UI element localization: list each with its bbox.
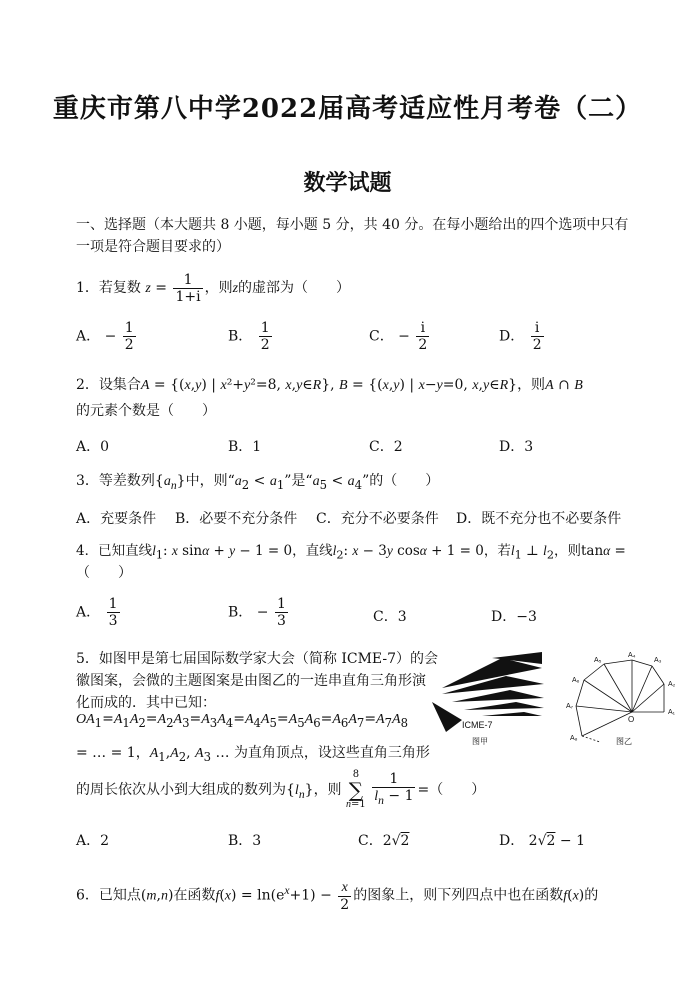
section-instruction-line1: 一、选择题（本大题共 8 小题，每小题 5 分，共 40 分。在每小题给出的四个选项中只有	[76, 217, 629, 233]
svg-text:O: O	[628, 715, 635, 724]
question-5-line3: 化而成的．其中已知：	[76, 695, 216, 711]
svg-text:A₇: A₇	[566, 703, 574, 710]
q3-option-a[interactable]: A．充要条件	[76, 511, 157, 527]
question-4-line2: （ ）	[76, 565, 132, 581]
question-5-formula: $OA_1=A_1A_2=A_2A_3=A_3A_4=A_4A_5=A_5A_6=A_6A_7=A_7A_8$	[76, 711, 409, 730]
svg-text:A₈: A₈	[570, 735, 578, 742]
q2-option-b[interactable]: B．1	[228, 439, 262, 455]
svg-text:A₄: A₄	[628, 652, 636, 659]
q5-option-d[interactable]: D． 2√2 − 1	[499, 833, 585, 849]
q5-option-c[interactable]: C．2√2	[358, 833, 410, 849]
question-5-line6: 的周长依次从小到大组成的数列为$\{l_n\}$，则 8 ∑ n=1 $\frac{1}{l_n - 1}$ =（ ）	[76, 769, 486, 810]
q4-option-a[interactable]: A． $\frac{1}{3}$	[76, 596, 118, 629]
question-4: 4．已知直线$l_1$: x sinα + y − 1 = 0，直线$l_2$: x − 3y cosα + 1 = 0，若$l_1$ ⊥ $l_2$，则tanα =	[76, 543, 626, 562]
page-title: 重庆市第八中学2022届高考适应性月考卷（二）	[52, 94, 643, 124]
q1-option-d[interactable]: D． $\frac{i}{2}$	[499, 320, 542, 353]
q5-option-b[interactable]: B．3	[228, 833, 262, 849]
q3-option-c[interactable]: C．充分不必要条件	[316, 511, 439, 527]
section-instruction-line2: 一项是符合题目要求的）	[76, 239, 230, 255]
q4-option-d[interactable]: D．−3	[491, 609, 537, 625]
figure-b-right-triangles	[566, 652, 676, 746]
question-5-line1: 5．如图甲是第七届国际数学家大会（简称 ICME-7）的会	[76, 651, 439, 667]
svg-text:A₃: A₃	[654, 657, 662, 664]
question-2: 2．设集合A = {(x,y) | x²+y²=8, x,y∈R}, B = {(x,y) | x−y=0, x,y∈R}，则A ∩ B	[76, 377, 583, 393]
svg-text:A₅: A₅	[594, 657, 602, 664]
q3-option-b[interactable]: B．必要不充分条件	[175, 511, 298, 527]
svg-text:A₁: A₁	[668, 709, 676, 716]
q3-option-d[interactable]: D．既不充分也不必要条件	[456, 511, 622, 527]
figure-a-label: ICME-7	[462, 720, 493, 730]
q4-option-b[interactable]: B． − $\frac{1}{3}$	[228, 596, 286, 629]
q1-option-b[interactable]: B． $\frac{1}{2}$	[228, 320, 270, 353]
figure-a-icme-logo	[432, 652, 544, 746]
question-5-line5: = … = 1，$A_1,A_2$, $A_3$ … 为直角顶点，设这些直角三角形	[76, 745, 430, 764]
page-subtitle: 数学试题	[303, 170, 392, 196]
question-1: 1．若复数 z = $\frac{1}{1+i}$ ，则z的虚部为（ ）	[76, 271, 351, 305]
question-6: 6．已知点(m,n)在函数$f(x) = \ln(e^x+1)$ − $\frac{x}{2}$ 的图象上，则下列四点中也在函数f(x)的	[76, 879, 599, 913]
q1-option-c[interactable]: C． − $\frac{i}{2}$	[369, 320, 428, 353]
q5-figures	[432, 650, 690, 750]
q2-option-c[interactable]: C．2	[369, 439, 403, 455]
q4-option-c[interactable]: C．3	[373, 609, 407, 625]
q5-option-a[interactable]: A．2	[76, 833, 110, 849]
q2-option-a[interactable]: A．0	[76, 439, 110, 455]
svg-text:A₆: A₆	[572, 677, 580, 684]
question-2-line2: 的元素个数是（ ）	[76, 403, 216, 419]
q2-option-d[interactable]: D．3	[499, 439, 534, 455]
question-3: 3．等差数列$\{a_n\}$中，则“$a_2 < a_1$”是“$a_5 < a_4$”的（ ）	[76, 473, 440, 492]
question-5-line2: 徽图案，会微的主题图案是由图乙的一连串直角三角形演	[76, 673, 426, 689]
q1-option-a[interactable]: A． − $\frac{1}{2}$	[76, 320, 134, 353]
svg-text:A₂: A₂	[668, 681, 676, 688]
figure-b-caption: 图乙	[616, 737, 632, 746]
figure-a-caption: 图甲	[472, 737, 488, 746]
